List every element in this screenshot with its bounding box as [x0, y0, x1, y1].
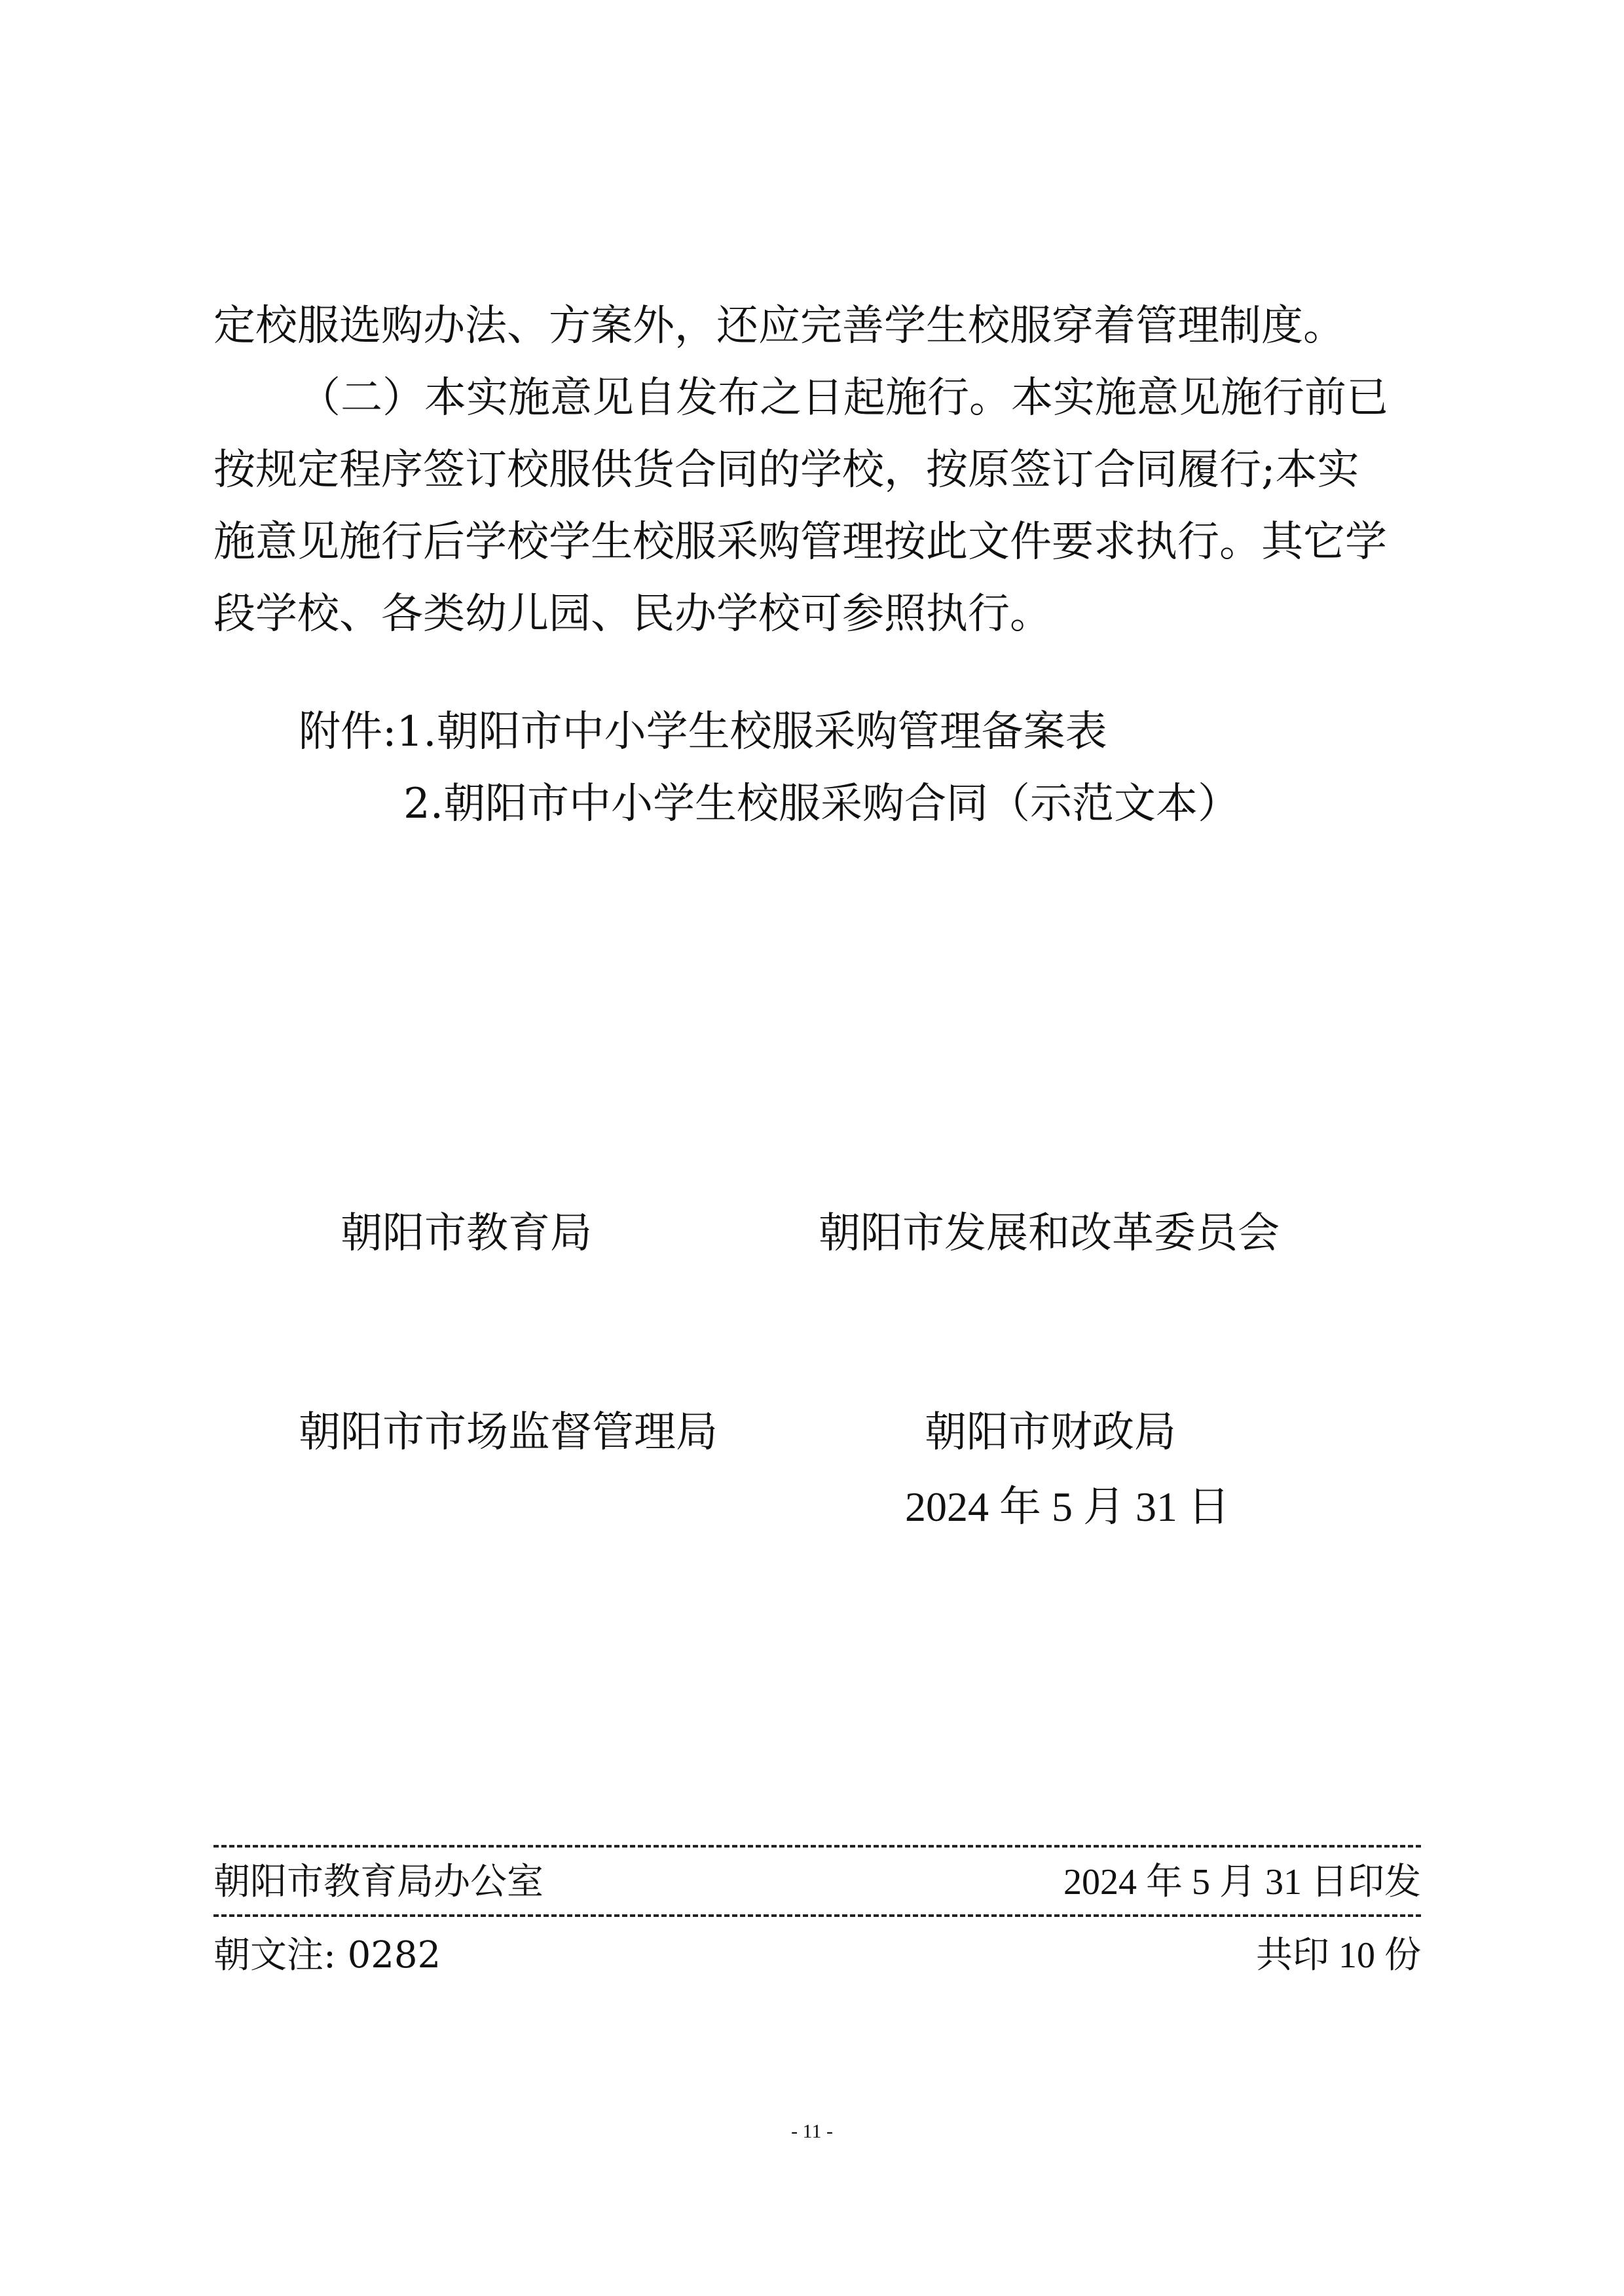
- signature-finance-bureau: 朝阳市财政局: [925, 1408, 1176, 1457]
- footer-issue-date: 2024 年 5 月 31 日印发: [1063, 1862, 1421, 1903]
- signature-education-bureau: 朝阳市教育局: [341, 1209, 592, 1258]
- footer-doc-number: 朝文注: 0282: [213, 1934, 441, 1977]
- footer-rule-middle: [213, 1914, 1421, 1917]
- signature-date: 2024 年 5 月 31 日: [905, 1484, 1230, 1530]
- body-line-3: 按规定程序签订校服供货合同的学校，按原签订合同履行;本实: [213, 446, 1359, 494]
- page-number: - 11 -: [791, 2121, 833, 2142]
- signature-market-supervision: 朝阳市市场监督管理局: [299, 1408, 718, 1457]
- footer-copies: 共印 10 份: [1256, 1935, 1421, 1976]
- attachment-2: 2.朝阳市中小学生校服采购合同（示范文本）: [403, 780, 1240, 828]
- body-line-5: 段学校、各类幼儿园、民办学校可参照执行。: [213, 590, 1052, 638]
- body-line-1: 定校服选购办法、方案外，还应完善学生校服穿着管理制度。: [213, 302, 1345, 350]
- attachment-1: 附件:1.朝阳市中小学生校服采购管理备案表: [299, 708, 1107, 756]
- body-line-2: （二）本实施意见自发布之日起施行。本实施意见施行前已: [299, 374, 1388, 422]
- body-line-4: 施意见施行后学校学生校服采购管理按此文件要求执行。其它学: [213, 518, 1387, 566]
- signature-development-reform: 朝阳市发展和改革委员会: [819, 1209, 1280, 1258]
- footer-issuer: 朝阳市教育局办公室: [213, 1861, 544, 1903]
- footer-rule-top: [213, 1845, 1421, 1848]
